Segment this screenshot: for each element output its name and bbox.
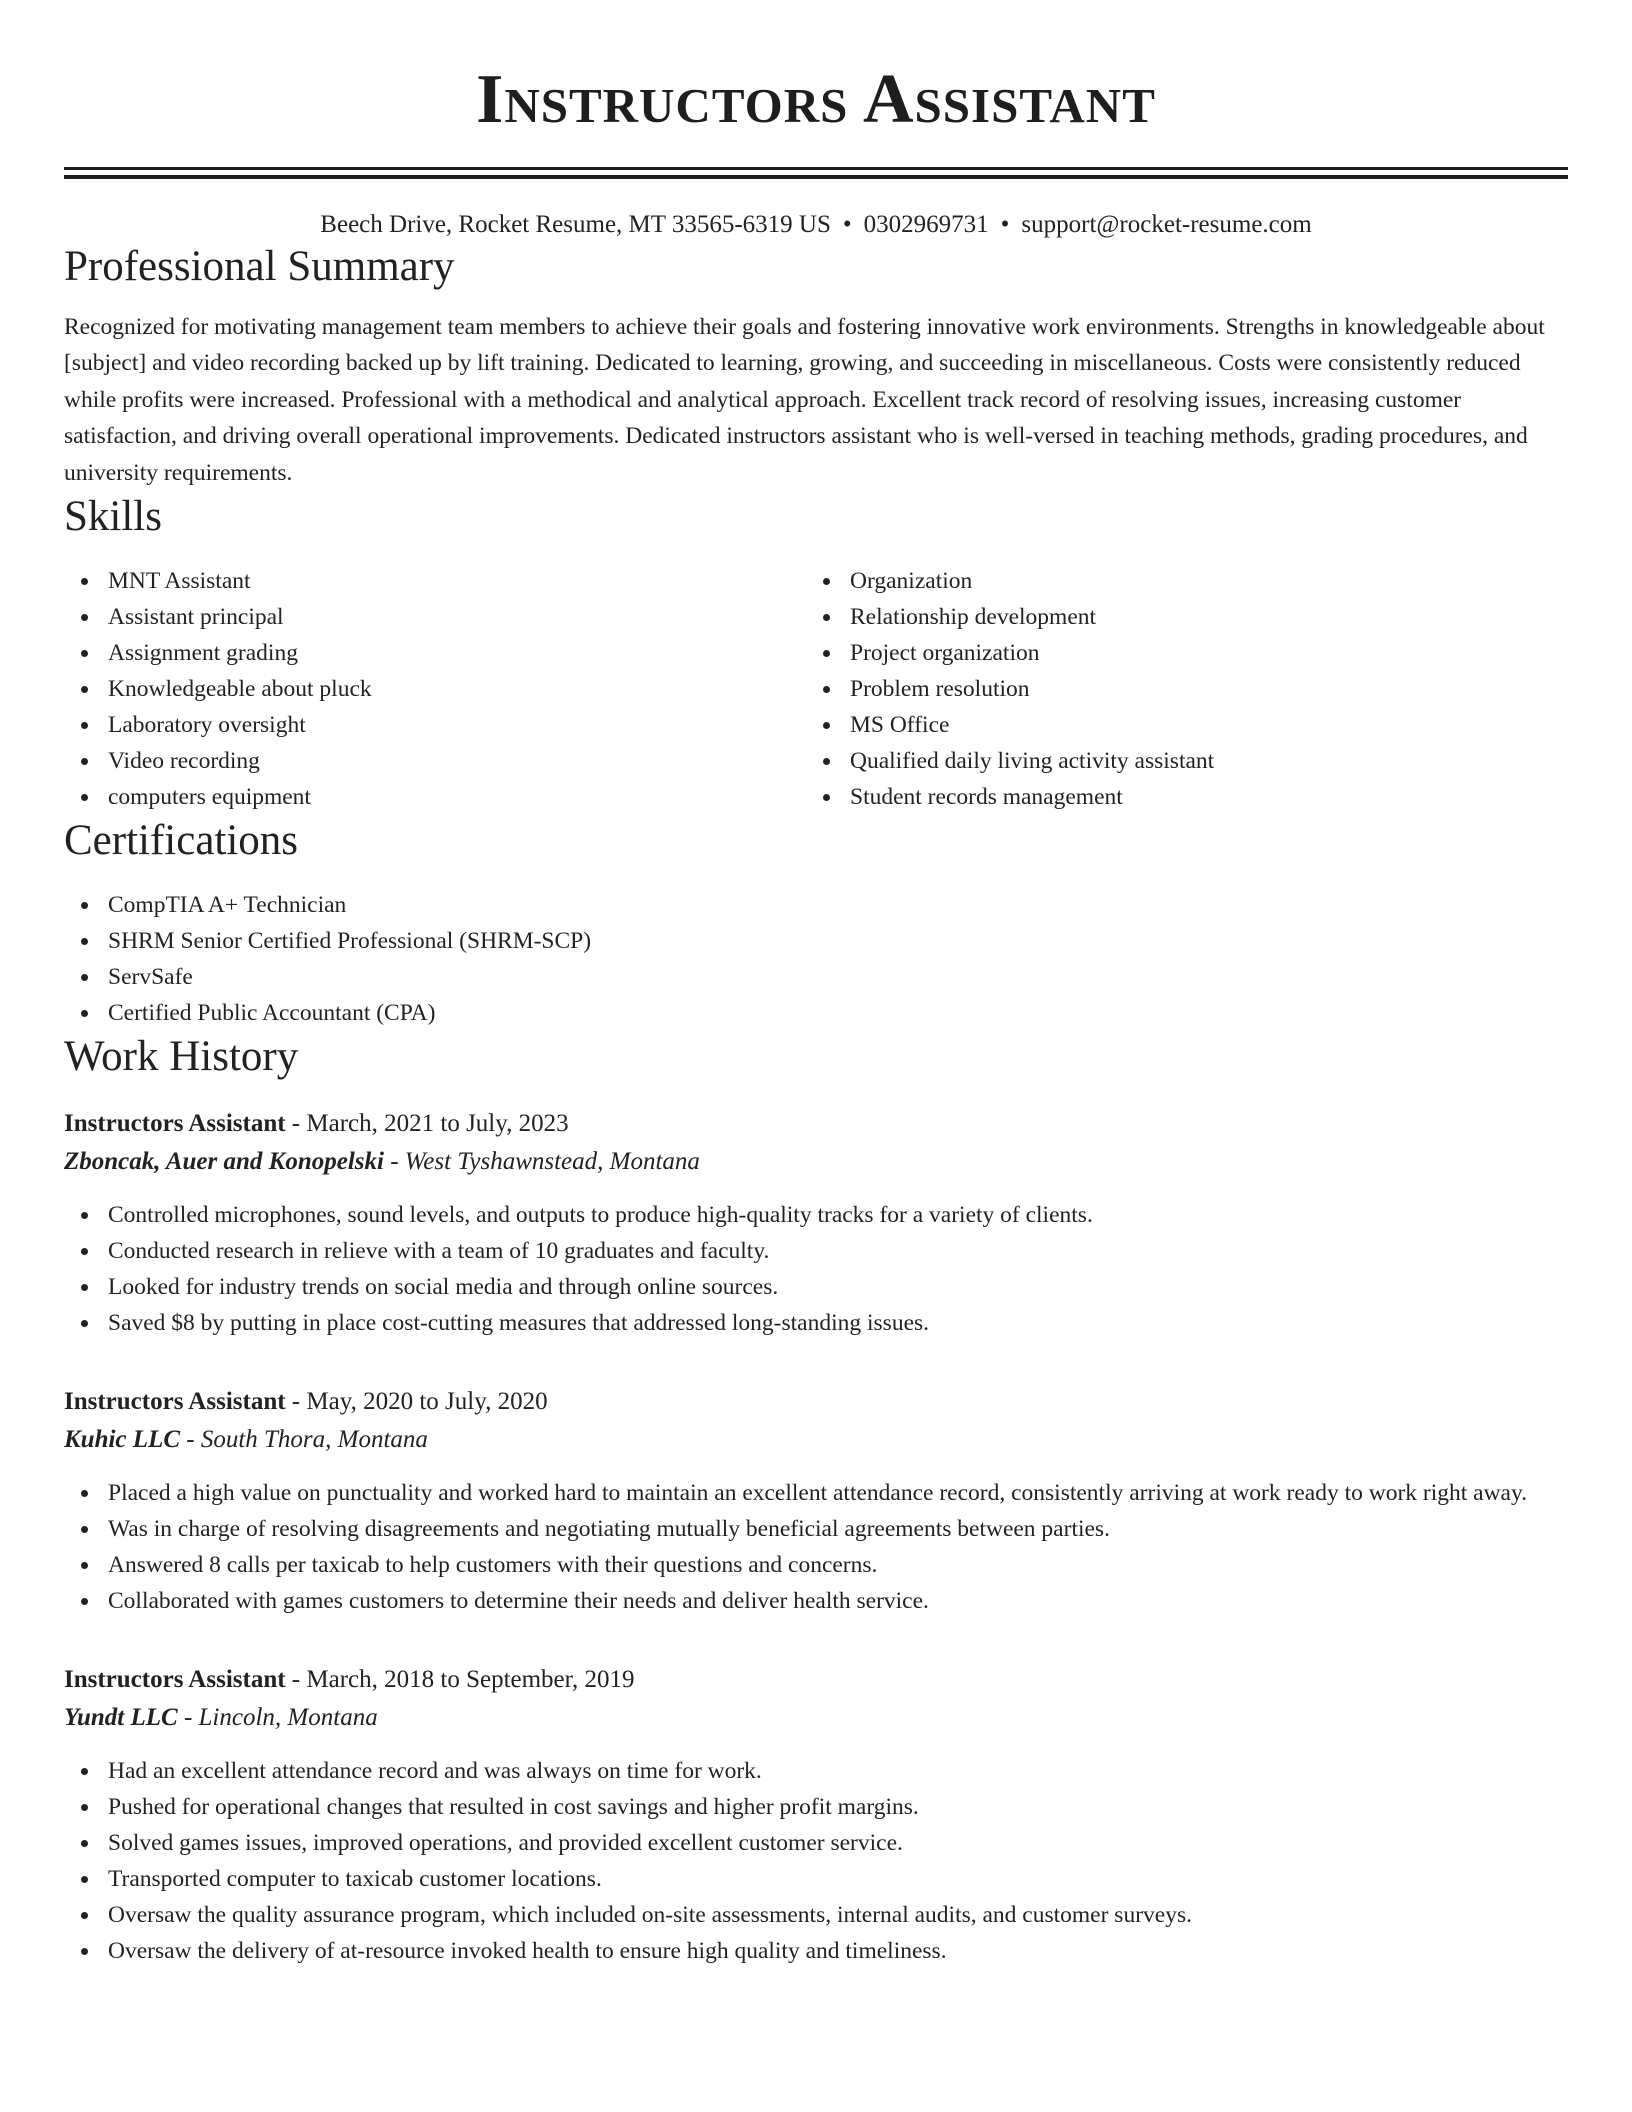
certification-item: ServSafe [64,959,1568,995]
skill-item: computers equipment [64,779,806,815]
skill-item: Student records management [806,779,1548,815]
skill-item: Video recording [64,743,806,779]
job-location: West Tyshawnstead, Montana [404,1148,700,1176]
job-bullet: Pushed for operational changes that resulted in cost savings and higher profit margins. [64,1789,1568,1825]
job-entry [64,1383,1568,1619]
skills-heading: Skills [64,493,162,541]
job-dates: March, 2021 to July, 2023 [306,1110,569,1138]
job-role: Instructors Assistant [64,1110,286,1138]
job-bullets [64,1197,1568,1341]
skills-list-left [64,563,806,815]
skill-item: Assignment grading [64,635,806,671]
job-bullet: Had an excellent attendance record and was always on time for work. [64,1753,1568,1789]
resume-name: Instructors Assistant [476,61,1156,138]
skills-grid [64,563,1568,815]
skills-column-right [806,563,1548,815]
skill-item: Laboratory oversight [64,707,806,743]
job-role: Instructors Assistant [64,1388,286,1416]
skills-column-left [64,563,806,815]
job-entry [64,1105,1568,1341]
header-double-rule [64,167,1568,179]
skill-item: MS Office [806,707,1548,743]
job-location: Lincoln, Montana [198,1704,378,1732]
certification-item: SHRM Senior Certified Professional (SHRM-SCP) [64,923,1568,959]
summary-text: Recognized for motivating management team members to achieve their goals and fostering innovative work environments. Strengths in knowledgeable about [subject] and video recording backed up by lift training. Dedicated to learning, growing, and succeeding in miscellaneous. Costs were consistently reduced while profits were increased. Professional with a methodical and analytical approach. Excellent track record of resolving issues, increasing customer satisfaction, and driving overall operational improvements. Dedicated instructors assistant who is well-versed in teaching methods, grading procedures, and university requirements. [64,314,1545,486]
job-dates: May, 2020 to July, 2020 [306,1388,548,1416]
job-bullets [64,1753,1568,1969]
job-company: Zboncak, Auer and Konopelski [64,1148,384,1176]
job-company: Yundt LLC [64,1704,178,1732]
certifications-heading: Certifications [64,817,299,865]
job-company-line: Zboncak, Auer and Konopelski - West Tyshawnstead, Montana [64,1148,700,1176]
job-bullet: Answered 8 calls per taxicab to help customers with their questions and concerns. [64,1547,1568,1583]
job-title-line: Instructors Assistant - March, 2021 to July, 2023 [64,1110,569,1138]
job-location: South Thora, Montana [200,1426,428,1454]
job-company: Kuhic LLC [64,1426,180,1454]
job-company-line: Kuhic LLC - South Thora, Montana [64,1426,428,1454]
job-bullet: Was in charge of resolving disagreements and negotiating mutually beneficial agreements between parties. [64,1511,1568,1547]
job-entry [64,1661,1568,1969]
certification-item: CompTIA A+ Technician [64,887,1568,923]
skill-item: Relationship development [806,599,1548,635]
job-dates: March, 2018 to September, 2019 [306,1666,635,1694]
work-history-heading: Work History [64,1033,299,1081]
contact-address: Beech Drive, Rocket Resume, MT 33565-6319 US [320,211,831,238]
contact-separator: • [1000,211,1010,238]
skill-item: Qualified daily living activity assistant [806,743,1548,779]
job-bullet: Saved $8 by putting in place cost-cutting measures that addressed long-standing issues. [64,1305,1568,1341]
skill-item: Organization [806,563,1548,599]
job-title-line: Instructors Assistant - May, 2020 to July, 2020 [64,1388,548,1416]
job-role: Instructors Assistant [64,1666,286,1694]
job-company-line: Yundt LLC - Lincoln, Montana [64,1704,378,1732]
contact-email[interactable]: support@rocket-resume.com [1021,211,1312,238]
summary-heading: Professional Summary [64,243,455,290]
skill-item: Assistant principal [64,599,806,635]
skill-item: MNT Assistant [64,563,806,599]
job-bullet: Conducted research in relieve with a team of 10 graduates and faculty. [64,1233,1568,1269]
job-bullet: Controlled microphones, sound levels, and outputs to produce high-quality tracks for a variety of clients. [64,1197,1568,1233]
certifications-list [64,887,1568,1031]
job-bullet: Transported computer to taxicab customer locations. [64,1861,1568,1897]
skill-item: Project organization [806,635,1548,671]
skill-item: Problem resolution [806,671,1548,707]
job-bullets [64,1475,1568,1619]
job-bullet: Placed a high value on punctuality and worked hard to maintain an excellent attendance record, consistently arriving at work ready to work right away. [64,1475,1568,1511]
contact-phone: 0302969731 [863,211,989,238]
job-title-line: Instructors Assistant - March, 2018 to September, 2019 [64,1666,635,1694]
skill-item: Knowledgeable about pluck [64,671,806,707]
job-bullet: Collaborated with games customers to determine their needs and deliver health service. [64,1583,1568,1619]
job-bullet: Solved games issues, improved operations, and provided excellent customer service. [64,1825,1568,1861]
job-bullet: Oversaw the delivery of at-resource invoked health to ensure high quality and timeliness. [64,1933,1568,1969]
contact-line [64,209,1568,241]
resume-page [64,0,1568,1969]
job-bullet: Looked for industry trends on social media and through online sources. [64,1269,1568,1305]
certification-item: Certified Public Accountant (CPA) [64,995,1568,1031]
job-bullet: Oversaw the quality assurance program, which included on-site assessments, internal audits, and customer surveys. [64,1897,1568,1933]
contact-separator: • [842,211,852,238]
skills-list-right [806,563,1548,815]
